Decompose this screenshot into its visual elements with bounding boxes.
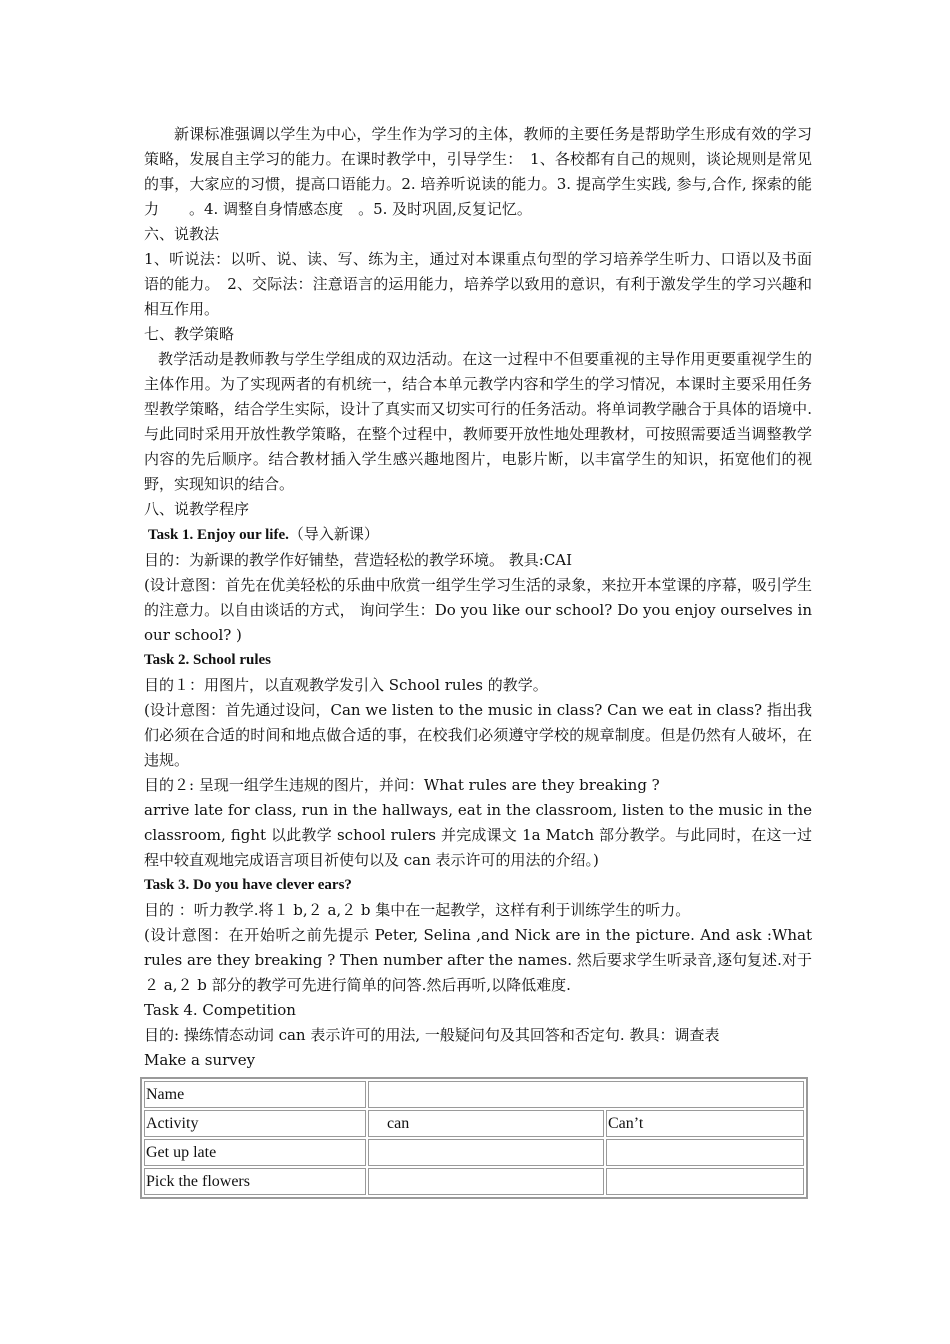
method-paragraph: 1、听说法：以听、说、读、写、练为主，通过对本课重点句型的学习培养学生听力、口语以及书面语的能力。 2、交际法：注意语言的运用能力，培养学以致用的意识，有利于激发学生的学习兴趣和相互作用。 <box>144 250 812 318</box>
activity-cell: Get up late <box>144 1139 366 1166</box>
cant-cell <box>606 1139 804 1166</box>
task4-title: Task 4. Competition <box>144 1001 296 1019</box>
survey-table <box>140 1077 808 1199</box>
section-heading-6: 六、说教法 <box>144 225 220 243</box>
section-heading-7: 七、教学策略 <box>144 325 235 343</box>
table-row <box>144 1139 804 1166</box>
cant-header-cell: Can’t <box>606 1110 804 1137</box>
task2-title: Task 2. School rules <box>144 652 271 668</box>
task1-title: Task 1. Enjoy our life. <box>148 527 289 543</box>
activity-label-cell: Activity <box>144 1110 366 1137</box>
survey-title: Make a survey <box>144 1051 256 1069</box>
table-row <box>144 1168 804 1195</box>
table-row <box>144 1081 804 1108</box>
task2-examples: arrive late for class, run in the hallways, eat in the classroom, listen to the music in the classroom, fight 以此教学 school rulers 并完成课文 1a Match 部分教学。与此同时，在这一过程中较直观地完成语言项目祈使句以及 can 表示许可的用法的介绍。) <box>144 801 812 869</box>
task2-design: (设计意图：首先通过设问，Can we listen to the music in class? Can we eat in class? 指出我们必须在合适的时间和地点做合适的事，在校我们必须遵守学校的规章制度。但是仍然有人破坏，在违规。 <box>144 701 812 769</box>
can-header-cell: can <box>368 1110 604 1137</box>
task2-goal1: 目的１：用图片，以直观教学发引入 School rules 的教学。 <box>144 676 548 694</box>
can-cell <box>368 1139 604 1166</box>
task3-title: Task 3. Do you have clever ears? <box>144 877 352 893</box>
activity-cell: Pick the flowers <box>144 1168 366 1195</box>
intro-paragraph: 新课标准强调以学生为中心，学生作为学习的主体，教师的主要任务是帮助学生形成有效的学习策略，发展自主学习的能力。在课时教学中，引导学生： 1、各校都有自己的规则，谈论规则是常见的事，大家应的习惯，提高口语能力。2. 培养听说读的能力。3. 提高学生实践, 参与,合作, 探索的能力 。4. 调整自身情感态度 。5. 及时巩固,反复记忆。 <box>144 125 812 218</box>
cant-cell <box>606 1168 804 1195</box>
strategy-paragraph: 教学活动是教师教与学生学组成的双边活动。在这一过程中不但要重视的主导作用更要重视学生的主体作用。为了实现两者的有机统一，结合本单元教学内容和学生的学习情况，本课时主要采用任务型教学策略，结合学生实际，设计了真实而又切实可行的任务活动。将单词教学融合于具体的语境中. 与此同时采用开放性教学策略，在整个过程中，教师要开放性地处理教材，可按照需要适当调整教学内容的先后顺序。结合教材插入学生感兴趣地图片，电影片断，以丰富学生的知识，拓宽他们的视野，实现知识的结合。 <box>144 350 812 493</box>
name-value-cell <box>368 1081 804 1108</box>
document-page <box>144 122 812 1199</box>
task1-goal: 目的：为新课的教学作好铺垫，营造轻松的教学环境。 教具:CAI <box>144 551 573 569</box>
section-heading-8: 八、说教学程序 <box>144 500 250 518</box>
can-cell <box>368 1168 604 1195</box>
task1-suffix: （导入新课） <box>288 525 379 543</box>
task3-design: (设计意图：在开始听之前先提示 Peter, Selina ,and Nick are in the picture. And ask :What rules are they breaking ? Then number after the names. 然后要求学生听录音,逐句复述.对于２ a,２ b 部分的教学可先进行简单的问答.然后再听,以降低难度. <box>144 926 812 994</box>
task2-goal2: 目的２: 呈现一组学生违规的图片，并问：What rules are they breaking ? <box>144 776 660 794</box>
task3-goal: 目的 ：听力教学.将１ b,２ a,２ b 集中在一起教学，这样有利于训练学生的听力。 <box>144 901 691 919</box>
table-row <box>144 1110 804 1137</box>
task1-heading <box>144 522 812 548</box>
task1-design: (设计意图：首先在优美轻松的乐曲中欣赏一组学生学习生活的录象，来拉开本堂课的序幕，吸引学生的注意力。以自由谈话的方式， 询问学生：Do you like our school? Do you enjoy ourselves in our school? ) <box>144 576 812 644</box>
name-label-cell: Name <box>144 1081 366 1108</box>
task4-goal: 目的: 操练情态动词 can 表示许可的用法, 一般疑问句及其回答和否定句. 教具：调查表 <box>144 1026 720 1044</box>
